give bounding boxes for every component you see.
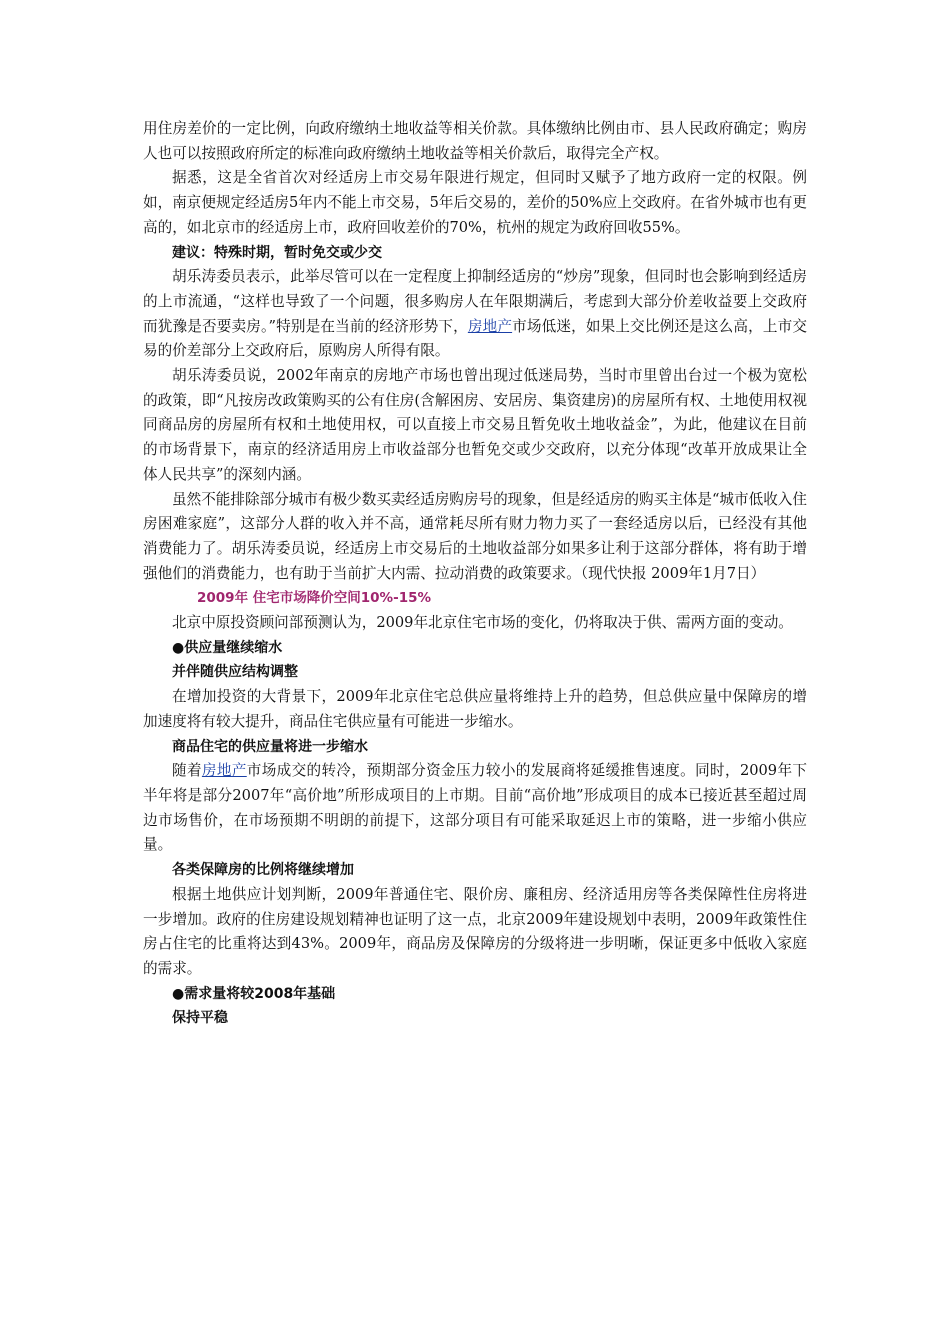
heading-affordable-housing: 各类保障房的比例将继续增加 <box>172 862 354 879</box>
paragraph-text: 随着 <box>172 762 202 780</box>
heading-commercial-supply: 商品住宅的供应量将进一步缩水 <box>172 738 368 755</box>
real-estate-link[interactable]: 房地产 <box>201 762 247 780</box>
document-body <box>143 117 807 1031</box>
paragraph-nanjing-2002: 胡乐涛委员说，2002年南京的房地产市场也曾出现过低迷局势，当时市里曾出台过一个极为宽松的政策，即“凡按房改政策购买的公有住房(含解困房、安居房、集资建房)的房屋所有权、土地使用权视同商品房的房屋所有权和土地使用权，可以直接上市交易且暂免收土地收益金”，为此，他建议在目前的市场背景下，南京的经济适用房上市收益部分也暂免交或少交政府，以充分体现“改革开放成果让全体人民共享”的深刻内涵。 <box>143 367 807 483</box>
paragraph-land-supply-plan: 根据土地供应计划判断，2009年普通住宅、限价房、廉租房、经济适用房等各类保障性住房将进一步增加。政府的住房建设规划精神也证明了这一点，北京2009年建设规划中表明，2009年政策性住房占住宅的比重将达到43%。2009年，商品房及保障房的分级将进一步明晰，保证更多中低收入家庭的需求。 <box>143 885 807 977</box>
paragraph-market-cooling <box>143 759 807 858</box>
paragraph-land-revenue: 用住房差价的一定比例，向政府缴纳土地收益等相关价款。具体缴纳比例由市、县人民政府确定；购房人也可以按照政府所定的标准向政府缴纳土地收益等相关价款后，取得完全产权。 <box>143 120 807 162</box>
paragraph-low-income: 虽然不能排除部分城市有极少数买卖经适房购房号的现象，但是经适房的购买主体是“城市低收入住房困难家庭”，这部分人群的收入并不高，通常耗尽所有财力物力买了一套经适房以后，已经没有其他消费能力了。胡乐涛委员说，经适房上市交易后的土地收益部分如果多让利于这部分群体，将有助于增强他们的消费能力，也有助于当前扩大内需、拉动消费的政策要求。（现代快报 2009年1月7日） <box>143 490 807 582</box>
paragraph-text: 市场成交的转冷，预期部分资金压力较小的发展商将延缓推售速度。同时，2009年下半年将是部分2007年“高价地”所形成项目的上市期。目前“高价地”形成项目的成本已接近甚至超过周边市场售价，在市场预期不明朗的前提下，这部分项目有可能采取延迟上市的策略，进一步缩小供应量。 <box>143 762 807 854</box>
section-title-2009-price-drop: 2009年 住宅市场降价空间10%-15% <box>197 590 432 607</box>
heading-supply-shrink: ●供应量继续缩水 <box>172 639 283 656</box>
paragraph-investment-background: 在增加投资的大背景下，2009年北京住宅总供应量将维持上升的趋势，但总供应量中保障房的增加速度将有较大提升，商品住宅供应量有可能进一步缩水。 <box>143 688 807 730</box>
paragraph-text: 市场低迷，如果上交比例还是这么高，上市交易的价差部分上交政府后，原购房人所得有限。 <box>143 317 807 360</box>
heading-demand-2008: ●需求量将较2008年基础 <box>172 985 336 1002</box>
heading-suggestion: 建议：特殊时期，暂时免交或少交 <box>172 244 382 261</box>
paragraph-centaline-forecast: 北京中原投资顾问部预测认为，2009年北京住宅市场的变化，仍将取决于供、需两方面的变动。 <box>172 614 793 632</box>
paragraph-province-first: 据悉，这是全省首次对经适房上市交易年限进行规定，但同时又赋予了地方政府一定的权限。例如，南京便规定经适房5年内不能上市交易，5年后交易的，差价的50%应上交政府。在省外城市也有更高的，如北京市的经适房上市，政府回收差价的70%，杭州的规定为政府回收55%。 <box>143 169 807 236</box>
real-estate-link[interactable]: 房地产 <box>467 317 513 335</box>
paragraph-hu-letao-statement <box>143 265 807 364</box>
heading-supply-structure: 并伴随供应结构调整 <box>172 664 298 681</box>
heading-demand-stable: 保持平稳 <box>172 1010 228 1027</box>
paragraph-text: 胡乐涛委员表示，此举尽管可以在一定程度上抑制经适房的“炒房”现象，但同时也会影响到经适房的上市流通，“这样也导致了一个问题，很多购房人在年限期满后，考虑到大部分价差收益要上交政府而犹豫是否要卖房。”特别是在当前的经济形势下， <box>143 268 807 335</box>
